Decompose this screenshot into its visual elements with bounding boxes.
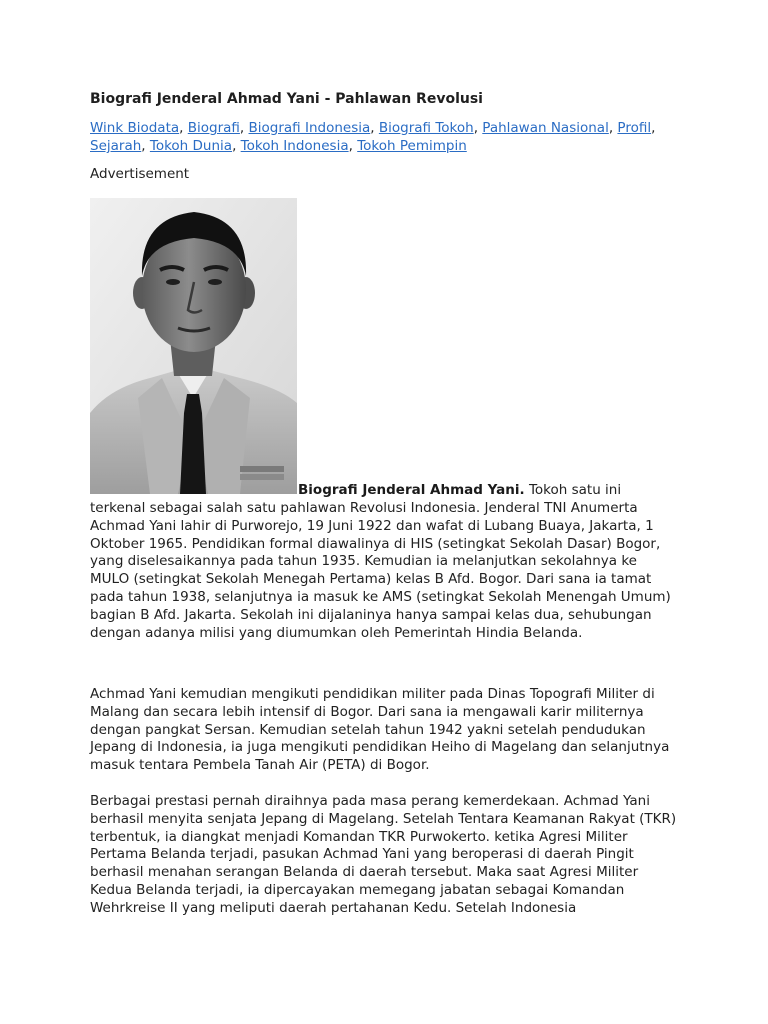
tag-link-biografi-tokoh[interactable]: Biografi Tokoh (378, 120, 474, 136)
paragraph-2: Achmad Yani kemudian mengikuti pendidikan militer pada Dinas Topografi Militer di Malang dan secara lebih intensif di Bogor. Dari sana ia mengawali karir militernya dengan pangkat Sersan. Kemudian setelah tahun 1942 yakni setelah pendudukan Jepang di Indonesia, ia juga mengikuti pendidikan Heiho di Magelang dan selanjutnya masuk tentara Pembela Tanah Air (PETA) di Bogor. (90, 686, 670, 774)
paragraph-1: terkenal sebagai salah satu pahlawan Revolusi Indonesia. Jenderal TNI Anumerta Achmad Yani lahir di Purworejo, 19 Juni 1922 dan wafat di Lubang Buaya, Jakarta, 1 Oktober 1965. Pendidikan formal diawalinya di HIS (setingkat Sekolah Dasar) Bogor, yang diselesaikannya pada tahun 1935. Kemudian ia melanjutkan sekolahnya ke MULO (setingkat Sekolah Menegah Pertama) kelas B Afd. Bogor. Dari sana ia tamat pada tahun 1938, selanjutnya ia masuk ke AMS (setingkat Sekolah Menengah Umum) bagian B Afd. Jakarta. Sekolah ini dijalaninya hanya sampai kelas dua, sehubungan dengan adanya milisi yang diumumkan oleh Pemerintah Hindia Belanda. (90, 500, 671, 641)
tag-separator: , (141, 138, 150, 154)
article-title: Biografi Jenderal Ahmad Yani - Pahlawan Revolusi (90, 91, 483, 107)
tag-link-profil[interactable]: Profil (617, 120, 652, 136)
portrait-photo (90, 198, 297, 494)
paragraph-1-bold-title: Biografi Jenderal Ahmad Yani. (298, 482, 525, 498)
tag-link-tokoh-pemimpin[interactable]: Tokoh Pemimpin (357, 138, 467, 154)
tag-separator: , (348, 138, 358, 154)
tag-separator: , (608, 120, 618, 136)
tag-list (90, 119, 680, 155)
tag-link-tokoh-indonesia[interactable]: Tokoh Indonesia (240, 138, 349, 154)
tag-link-biografi-indonesia[interactable]: Biografi Indonesia (248, 120, 371, 136)
tag-separator: , (179, 120, 188, 136)
tag-separator: , (239, 120, 249, 136)
tag-link-wink-biodata[interactable]: Wink Biodata (90, 120, 180, 136)
tag-link-biografi[interactable]: Biografi (187, 120, 240, 136)
paragraph-1-lead (298, 482, 680, 500)
tag-link-sejarah[interactable]: Sejarah (90, 138, 142, 154)
tag-separator: , (370, 120, 379, 136)
paragraph-1-lead-text: Tokoh satu ini (524, 482, 622, 498)
tag-link-tokoh-dunia[interactable]: Tokoh Dunia (149, 138, 233, 154)
tag-separator: , (473, 120, 483, 136)
advertisement-label: Advertisement (90, 166, 190, 182)
tag-separator: , (651, 120, 656, 136)
paragraph-3: Berbagai prestasi pernah diraihnya pada masa perang kemerdekaan. Achmad Yani berhasil menyita senjata Jepang di Magelang. Setelah Tentara Keamanan Rakyat (TKR) terbentuk, ia diangkat menjadi Komandan TKR Purwokerto. ketika Agresi Militer Pertama Belanda terjadi, pasukan Achmad Yani yang beroperasi di daerah Pingit berhasil menahan serangan Belanda di daerah tersebut. Maka saat Agresi Militer Kedua Belanda terjadi, ia dipercayakan memegang jabatan sebagai Komandan Wehrkreise II yang meliputi daerah pertahanan Kedu. Setelah Indonesia (90, 793, 677, 916)
tag-separator: , (232, 138, 241, 154)
tag-link-pahlawan-nasional[interactable]: Pahlawan Nasional (482, 120, 609, 136)
